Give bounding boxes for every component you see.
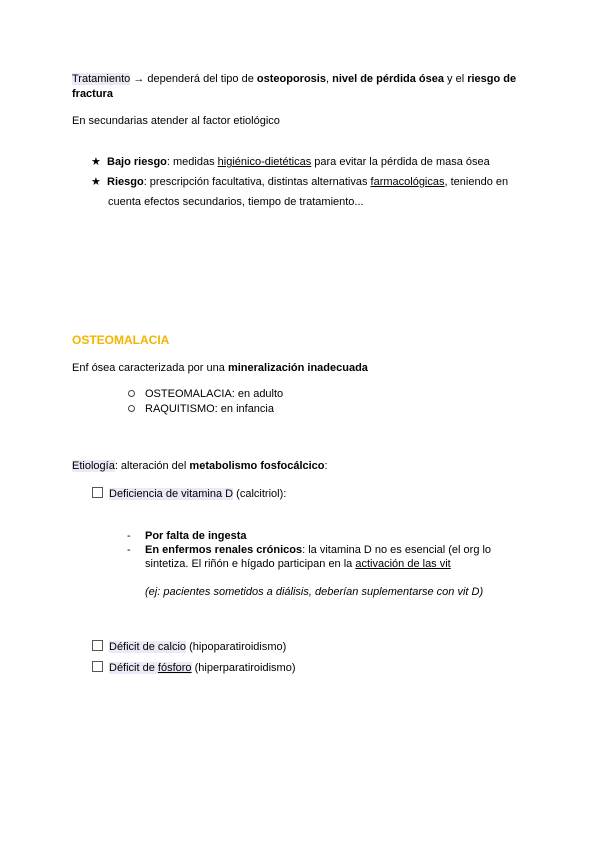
calcio-rest: (hipoparatiroidismo) <box>186 641 287 653</box>
riesgo-item <box>91 175 508 190</box>
vitd-rest: (calcitriol): <box>233 488 287 500</box>
riesgo-item-cont: cuenta efectos secundarios, tiempo de tratamiento... <box>108 196 364 208</box>
metabolismo-bold: metabolismo fosfocálcico <box>189 460 325 472</box>
etiologia-colon: : <box>324 460 328 472</box>
calcio-item <box>92 640 286 655</box>
ingesta-bold: Por falta de ingesta <box>145 530 247 542</box>
bajo-riesgo-item <box>91 155 490 170</box>
fosforo-rest: (hiperparatiroidismo) <box>191 662 296 674</box>
calcio-label: Déficit de calcio <box>109 641 187 653</box>
bajo-riesgo-text-2: para evitar la pérdida de masa ósea <box>311 156 490 168</box>
example-italic: (ej: pacientes sometidos a diálisis, deberían suplementarse con vit D) <box>145 586 484 598</box>
tratamiento-label: Tratamiento <box>72 73 131 85</box>
fosforo-item <box>92 661 296 676</box>
vitd-label: Deficiencia de vitamina D <box>109 488 234 500</box>
star-bullet-icon: ★ <box>91 176 101 188</box>
renales-text-2: sintetiza. El riñón e hígado participan en la <box>145 558 356 570</box>
type-label: RAQUITISMO: en infancia <box>145 403 274 415</box>
type-item-infancia <box>127 402 274 417</box>
riesgo-text: : prescripción facultativa, distintas alternativas <box>143 176 371 188</box>
renales-text: : la vitamina D no es esencial (el org lo <box>302 544 492 556</box>
circle-bullet-icon <box>127 387 137 397</box>
fosforo-word: fósforo <box>157 662 192 674</box>
etiologia-label: Etiología <box>72 460 115 472</box>
farmacologicas-link: farmacológicas <box>370 176 445 188</box>
definition-text: Enf ósea caracterizada por una <box>72 362 228 374</box>
sep-text: , <box>325 73 333 85</box>
mineralizacion-bold: mineralización inadecuada <box>227 362 368 374</box>
osteomalacia-definition <box>72 361 368 376</box>
higienico-link: higiénico-dietéticas <box>217 156 312 168</box>
riesgo-de-bold: riesgo de <box>467 73 517 85</box>
activacion-link: activación de las vit <box>355 558 451 570</box>
dash-bullet: - <box>127 530 131 542</box>
secundarias-text: En secundarias atender al factor etiológico <box>72 115 280 127</box>
osteoporosis-bold: osteoporosis <box>256 73 326 85</box>
cause-renales-cont <box>145 557 451 572</box>
tratamiento-text: → dependerá del tipo de <box>130 73 257 85</box>
vitd-checkbox[interactable] <box>92 487 103 498</box>
bajo-riesgo-text: : medidas <box>166 156 218 168</box>
star-bullet-icon: ★ <box>91 156 101 168</box>
fosforo-checkbox[interactable] <box>92 661 103 672</box>
dash-bullet: - <box>127 544 131 556</box>
riesgo-text-2: , teniendo en <box>444 176 509 188</box>
cause-ingesta <box>127 529 246 544</box>
example-text <box>145 585 483 600</box>
fosforo-label: Déficit de <box>109 662 158 674</box>
etiologia-text: : alteración del <box>114 460 190 472</box>
type-item-adulto <box>127 387 283 402</box>
etiologia-line <box>72 459 328 474</box>
circle-bullet-icon <box>127 402 137 412</box>
bajo-riesgo-bold: Bajo riesgo <box>107 156 167 168</box>
fractura-bold: fractura <box>72 88 113 100</box>
tratamiento-line-1 <box>72 72 516 87</box>
calcio-checkbox[interactable] <box>92 640 103 651</box>
riesgo-bold: Riesgo <box>107 176 144 188</box>
tratamiento-line-2 <box>72 87 113 102</box>
renales-bold: En enfermos renales crónicos <box>145 544 303 556</box>
perdida-osea-bold: nivel de pérdida ósea <box>332 73 444 85</box>
cause-renales <box>127 543 491 558</box>
vitd-item <box>92 487 286 502</box>
type-label: OSTEOMALACIA: en adulto <box>145 388 284 400</box>
sep-text: y el <box>443 73 468 85</box>
osteomalacia-heading: OSTEOMALACIA <box>72 333 170 347</box>
